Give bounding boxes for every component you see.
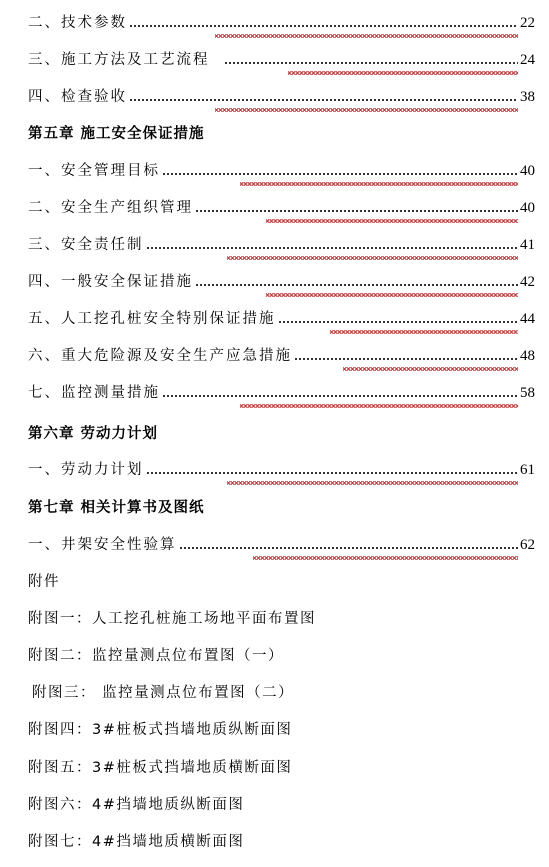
dot-leader [146, 465, 519, 479]
appendix-heading [28, 569, 535, 591]
toc-entry-title: 一、井架安全性验算 [28, 537, 177, 553]
toc-entry-title: 七、监控测量措施 [28, 385, 160, 401]
toc-entry[interactable] [28, 84, 535, 106]
toc-entry-title: 五、人工挖孔桩安全特别保证措施 [28, 311, 276, 327]
toc-page-number: 48 [520, 348, 535, 364]
toc-entry[interactable] [28, 380, 535, 402]
toc-page-number: 22 [520, 15, 535, 31]
toc-entry[interactable] [28, 158, 535, 180]
appendix-item [28, 606, 535, 628]
chapter-title: 第七章 相关计算书及图纸 [28, 499, 205, 516]
appendix-item [28, 755, 535, 777]
chapter-title: 第五章 施工安全保证措施 [28, 125, 205, 142]
toc-entry[interactable] [28, 343, 535, 365]
toc-page-number: 44 [520, 311, 535, 327]
appendix-item-label: 附图四：3#桩板式挡墙地质纵断面图 [28, 722, 293, 738]
toc-page-number: 24 [520, 52, 535, 68]
toc-entry[interactable] [28, 532, 535, 554]
appendix-item [28, 717, 535, 739]
appendix-item [28, 643, 535, 665]
dot-leader [129, 92, 518, 106]
toc-entry-title: 四、一般安全保证措施 [28, 274, 193, 290]
toc-entry[interactable] [28, 232, 535, 254]
toc-entry[interactable] [28, 306, 535, 328]
toc-entry-title: 三、安全责任制 [28, 237, 144, 253]
appendix-item [28, 829, 535, 851]
dot-leader [179, 540, 519, 554]
toc-entry[interactable] [28, 10, 535, 32]
dot-leader [146, 240, 519, 254]
toc-entry-title: 三、施工方法及工艺流程 [28, 52, 210, 68]
toc-entry-title: 四、检查验收 [28, 89, 127, 105]
toc-entry-title: 二、安全生产组织管理 [28, 200, 193, 216]
dot-leader [294, 351, 518, 365]
toc-page-number: 40 [520, 200, 535, 216]
toc-entry-title: 一、劳动力计划 [28, 462, 144, 478]
appendix-item-label: 附图一：人工挖孔桩施工场地平面布置图 [28, 611, 316, 627]
toc-page-number: 58 [520, 385, 535, 401]
chapter-heading [28, 495, 535, 517]
dot-leader [162, 166, 518, 180]
appendix-item-label: 附图六：4#挡墙地质纵断面图 [28, 797, 245, 813]
toc-page-number: 40 [520, 163, 535, 179]
toc-page-number: 61 [520, 462, 535, 478]
dot-leader [224, 55, 519, 69]
dot-leader [129, 18, 518, 32]
toc-page-number: 38 [520, 89, 535, 105]
toc-entry-title: 二、技术参数 [28, 15, 127, 31]
appendix-item-label: 附图七：4#挡墙地质横断面图 [28, 834, 245, 850]
appendix-item-label: 附图五：3#桩板式挡墙地质横断面图 [28, 760, 293, 776]
toc-page-number: 62 [520, 537, 535, 553]
toc-entry-title: 六、重大危险源及安全生产应急措施 [28, 348, 292, 364]
appendix-item-label: 附图二：监控量测点位布置图（一） [28, 648, 284, 664]
dot-leader [278, 314, 519, 328]
dot-leader [162, 388, 518, 402]
chapter-heading [28, 421, 535, 443]
appendix-item-label: 附图三： 监控量测点位布置图（二） [32, 685, 295, 701]
chapter-heading [28, 121, 535, 143]
toc-page-number: 42 [520, 274, 535, 290]
appendix-item [32, 680, 535, 702]
toc-page-number: 41 [520, 237, 535, 253]
dot-leader [195, 203, 518, 217]
chapter-title: 第六章 劳动力计划 [28, 425, 159, 442]
toc-entry[interactable] [28, 457, 535, 479]
toc-entry-title: 一、安全管理目标 [28, 163, 160, 179]
appendix-title: 附件 [28, 574, 60, 590]
toc-entry[interactable] [28, 269, 535, 291]
toc-entry[interactable] [28, 47, 535, 69]
dot-leader [195, 277, 518, 291]
toc-entry[interactable] [28, 195, 535, 217]
appendix-item [28, 792, 535, 814]
